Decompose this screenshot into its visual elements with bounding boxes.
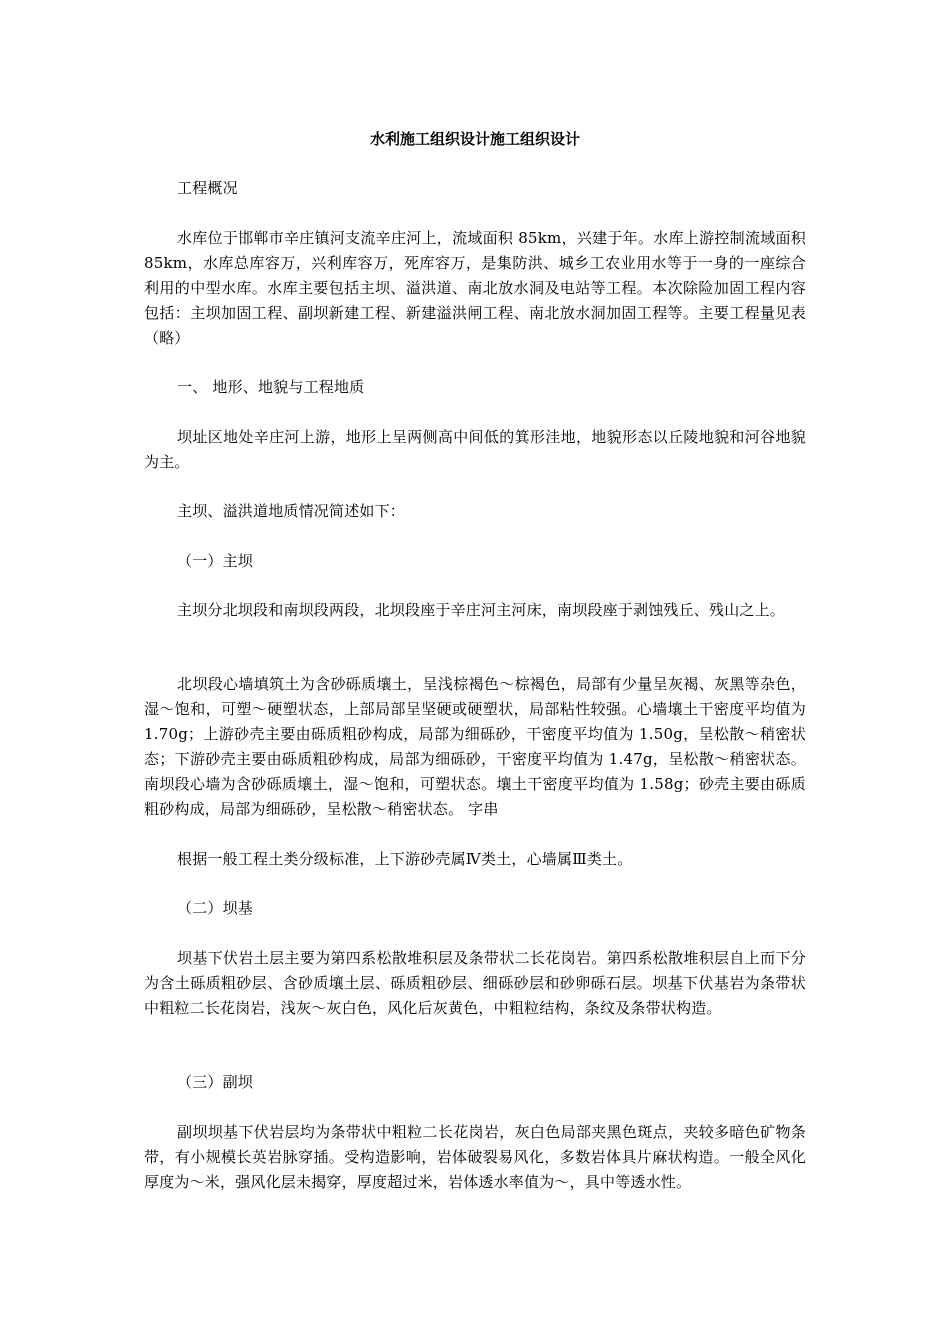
overview-paragraph: 水库位于邯郸市辛庄镇河支流辛庄河上，流域面积 85km，兴建于年。水库上游控制流域面积 85km，水库总库容万，兴利库容万，死库容万，是集防洪、城乡工农业用水等于一身的一座综合利用的中型水库。水库主要包括主坝、溢洪道、南北放水洞及电站等工程。本次除险加固工程内容包括：主坝加固工程、副坝新建工程、新建溢洪闸工程、南北放水洞加固工程等。主要工程量见表（略） [144,229,806,347]
document-title: 水利施工组织设计施工组织设计 [369,130,580,148]
geology-intro-paragraph: 主坝、溢洪道地质情况简述如下： [177,502,406,520]
section-heading-geology: 一、 地形、地貌与工程地质 [177,378,365,396]
main-dam-paragraph: 主坝分北坝段和南坝段两段，北坝段座于辛庄河主河床，南坝段座于剥蚀残丘、残山之上。 [177,601,786,619]
subheading-dam-foundation: （二）坝基 [177,899,254,917]
dam-foundation-paragraph: 坝基下伏岩土层主要为第四系松散堆积层及条带状二长花岗岩。第四系松散堆积层自上而下分为含土砾质粗砂层、含砂质壤土层、砾质粗砂层、细砾砂层和砂卵砾石层。坝基下伏基岩为条带状中粗粒二长花岗岩，浅灰～灰白色，风化后灰黄色，中粗粒结构，条纹及条带状构造。 [144,949,806,1017]
auxiliary-dam-paragraph: 副坝坝基下伏岩层均为条带状中粗粒二长花岗岩，灰白色局部夹黑色斑点，夹较多暗色矿物条带，有小规模长英岩脉穿插。受构造影响，岩体破裂易风化，多数岩体具片麻状构造。一般全风化厚度为～米，强风化层未揭穿，厚度超过米，岩体透水率值为～，具中等透水性。 [144,1123,806,1191]
subheading-main-dam: （一）主坝 [177,552,254,570]
section-heading-overview: 工程概况 [177,179,238,197]
subheading-auxiliary-dam: （三）副坝 [177,1073,254,1091]
north-section-paragraph: 北坝段心墙填筑土为含砂砾质壤土，呈浅棕褐色～棕褐色，局部有少量呈灰褐、灰黑等杂色，湿～饱和，可塑～硬塑状态，上部局部呈坚硬或硬塑状，局部粘性较强。心墙壤土干密度平均值为 1.70g；上游砂壳主要由砾质粗砂构成，局部为细砾砂，干密度平均值为 1.50g，呈松散～稍密状态；下游砂壳主要由砾质粗砂构成，局部为细砾砂，干密度平均值为 1.47g，呈松散～稍密状态。南坝段心墙为含砂砾质壤土，湿～饱和，可塑状态。壤土干密度平均值为 1.58g；砂壳主要由砾质粗砂构成，局部为细砾砂，呈松散～稍密状态。 字串 [144,675,806,818]
soil-class-paragraph: 根据一般工程土类分级标准，上下游砂壳属Ⅳ类土，心墙属Ⅲ类土。 [177,850,633,868]
terrain-paragraph: 坝址区地处辛庄河上游，地形上呈两侧高中间低的箕形洼地，地貌形态以丘陵地貌和河谷地貌为主。 [144,428,806,471]
